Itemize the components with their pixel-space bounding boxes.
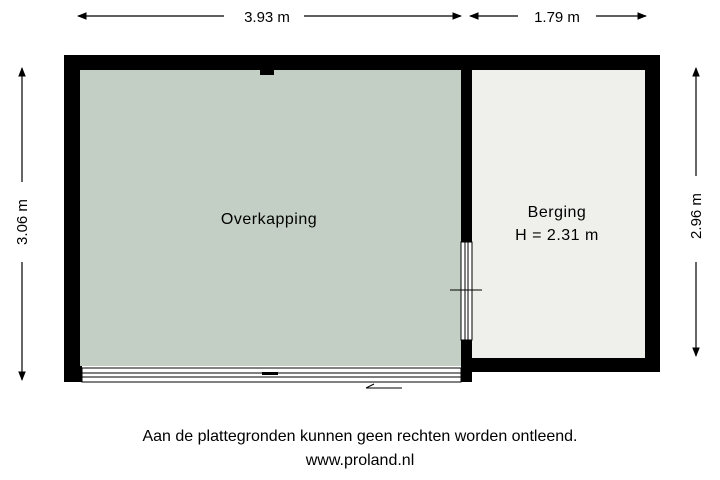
- glass-wall-opening: [82, 368, 461, 382]
- dimension-top-left: [78, 9, 461, 26]
- room-label-overkapping: Overkapping: [220, 211, 318, 228]
- room-label-berging: Berging: [527, 204, 587, 221]
- dimension-label: 2.96 m: [688, 193, 705, 239]
- dimension-right: [688, 68, 705, 356]
- disclaimer-text: Aan de plattegronden kunnen geen rechten worden ontleend.: [142, 428, 578, 445]
- dimension-label: 3.06 m: [14, 199, 31, 245]
- dimension-left: [14, 68, 31, 380]
- sliding-direction-arrow: [366, 384, 402, 388]
- dimension-label: 1.79 m: [534, 9, 580, 26]
- room-height-berging: H = 2.31 m: [515, 227, 599, 244]
- dimension-top-right: [470, 9, 646, 26]
- dimension-label: 3.93 m: [244, 9, 290, 26]
- website-link[interactable]: www.proland.nl: [305, 452, 415, 469]
